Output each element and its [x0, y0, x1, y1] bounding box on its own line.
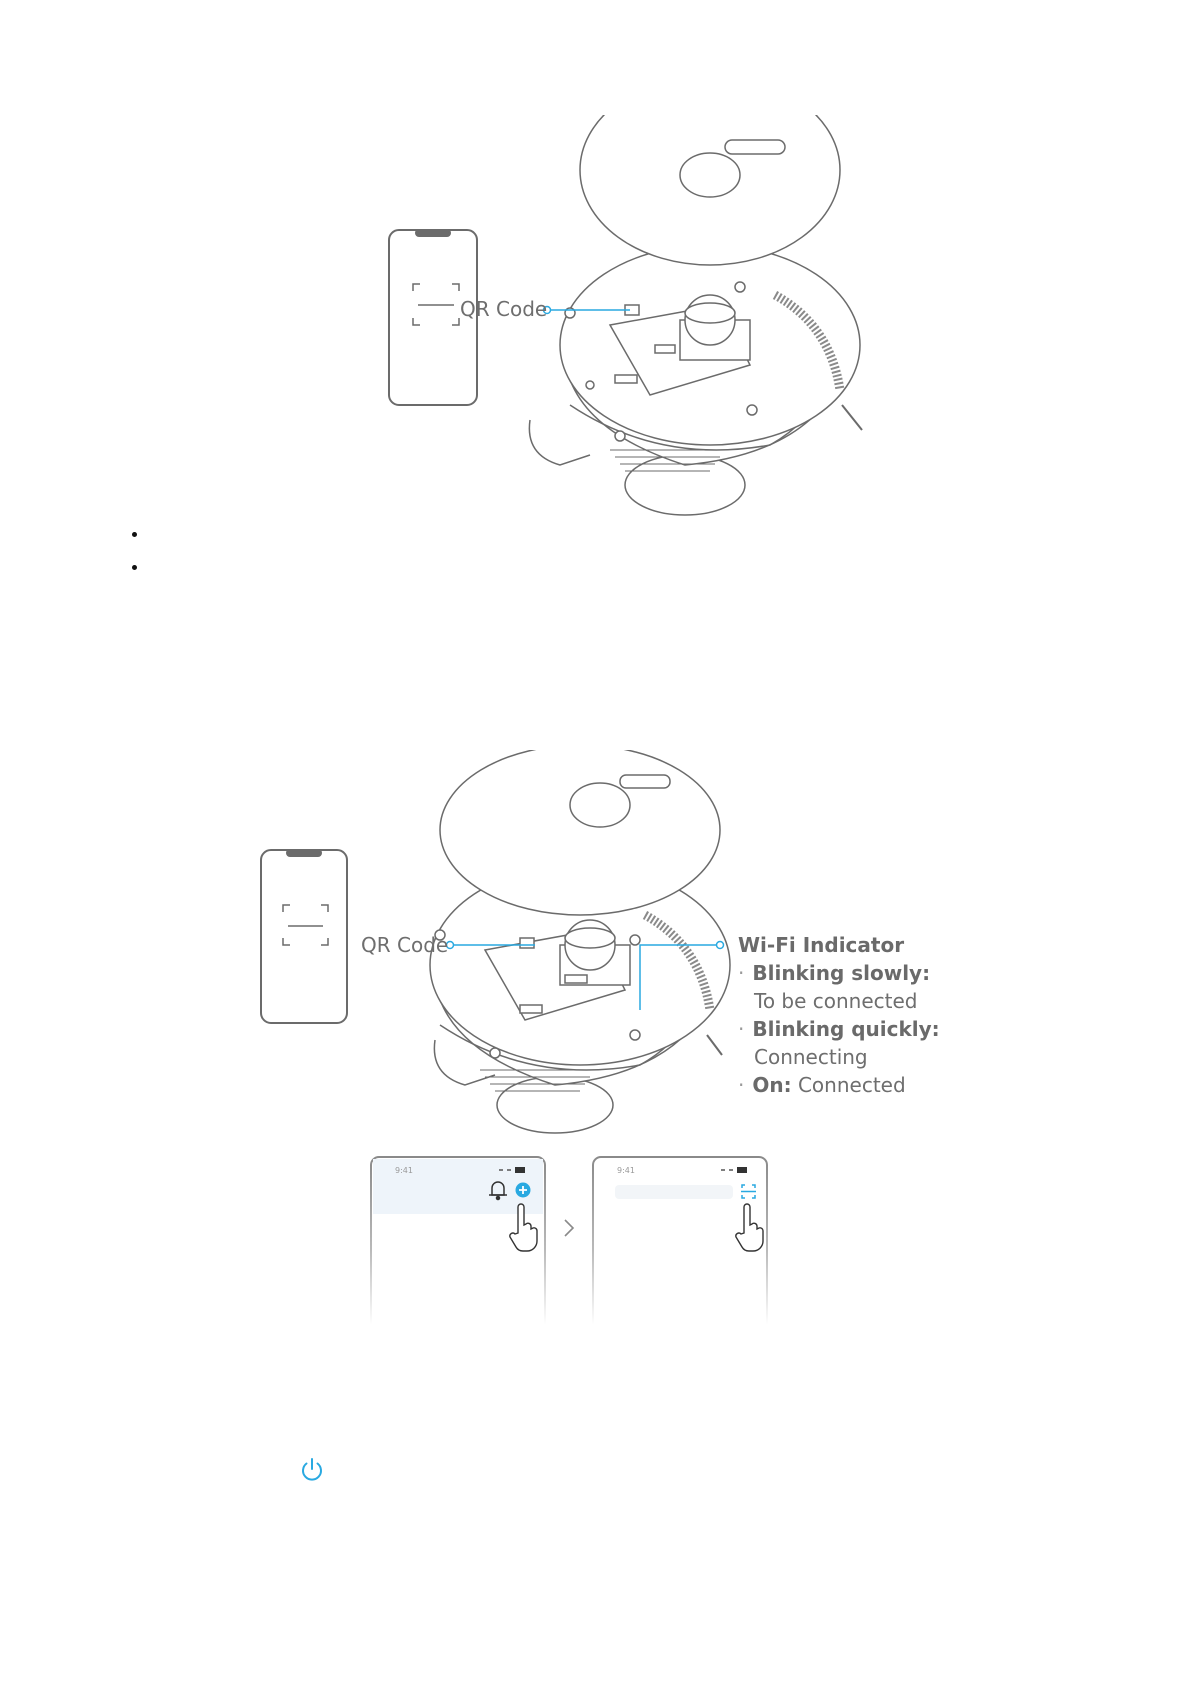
svg-text:9:41: 9:41 [395, 1166, 413, 1175]
wifi-indicator-title: Wi-Fi Indicator [738, 933, 905, 957]
list-bullet [132, 565, 137, 570]
wifi-state-slow-desc: To be connected [754, 989, 918, 1013]
wifi-state-quick-desc: Connecting [754, 1045, 868, 1069]
add-icon[interactable] [516, 1183, 531, 1198]
app-screen-add-device [593, 1157, 767, 1325]
app-steps-figure [365, 1155, 775, 1335]
svg-text:9:41: 9:41 [617, 1166, 635, 1175]
robot-vacuum-illustration [430, 750, 730, 1133]
robot-qr-figure-2 [255, 750, 775, 1150]
wifi-state-slow: · Blinking slowly: [738, 961, 931, 985]
phone-icon [261, 850, 347, 1023]
qr-code-label-2: QR Code [361, 933, 449, 957]
app-screen-home [371, 1157, 545, 1325]
chevron-right-icon [565, 1220, 573, 1236]
power-icon [299, 1456, 325, 1484]
wifi-state-on: · On: Connected [738, 1073, 906, 1097]
qr-code-label-1: QR Code [460, 297, 548, 321]
wifi-state-quick: · Blinking quickly: [738, 1017, 940, 1041]
robot-qr-figure-1 [380, 115, 900, 545]
robot-vacuum-illustration [529, 115, 862, 515]
list-bullet [132, 532, 137, 537]
